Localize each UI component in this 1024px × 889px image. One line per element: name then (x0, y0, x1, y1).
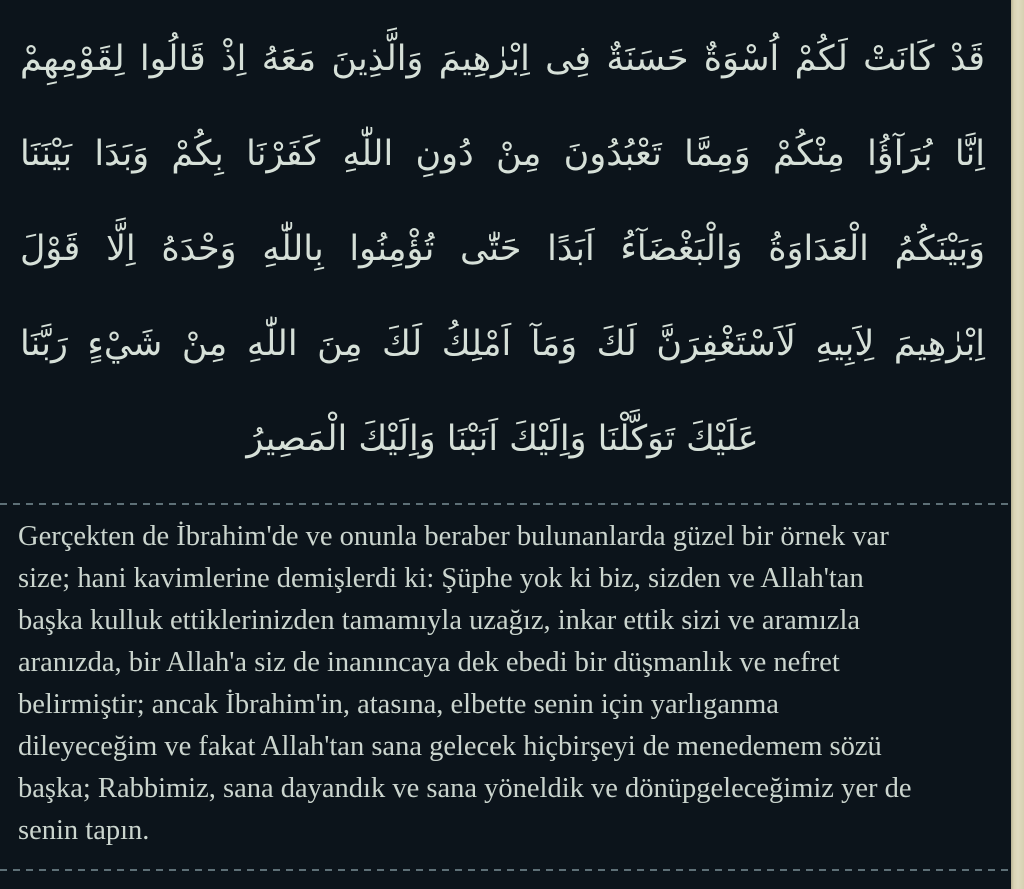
translation-line: başka; Rabbimiz, sana dayandık ve sana yöneldik ve dönüpgeleceğimiz yer de (18, 773, 912, 804)
arabic-verse-line: اِنَّا بُرَآؤُا مِنْكُمْ وَمِمَّا تَعْبُدُونَ مِنْ دُونِ اللّٰهِ كَفَرْنَا بِكُمْ وَبَدَا بَيْنَنَا (20, 134, 985, 174)
translation-line: aranızda, bir Allah'a siz de inanıncaya dek ebedi bir düşmanlık ve nefret (18, 647, 840, 678)
page-edge-strip (1011, 0, 1024, 889)
arabic-verse-line: عَلَيْكَ تَوَكَّلْنَا وَاِلَيْكَ اَنَبْنَا وَاِلَيْكَ الْمَصِيرُ (246, 419, 759, 459)
divider-dashed-bottom (0, 869, 1011, 871)
arabic-verse-line: وَبَيْنَكُمُ الْعَدَاوَةُ وَالْبَغْضَآءُ اَبَدًا حَتّٰى تُؤْمِنُوا بِاللّٰهِ وَحْدَهُ اِلَّا قَوْلَ (20, 229, 985, 269)
translation-line: size; hani kavimlerine demişlerdi ki: Şüphe yok ki biz, sizden ve Allah'tan (18, 563, 864, 594)
translation-line: başka kulluk ettiklerinizden tamamıyla uzağız, inkar ettik sizi ve aramızla (18, 605, 861, 636)
translation-line: senin tapın. (18, 815, 150, 846)
divider-dashed-top (0, 503, 1011, 505)
translation-line: dileyeceğim ve fakat Allah'tan sana gelecek hiçbirşeyi de menedemem sözü (18, 731, 882, 762)
arabic-verse-line: قَدْ كَانَتْ لَكُمْ اُسْوَةٌ حَسَنَةٌ فِى اِبْرٰهِيمَ وَالَّذِينَ مَعَهُ اِذْ قَالُوا لِقَوْمِهِمْ (20, 39, 985, 79)
translation-line: belirmiştir; ancak İbrahim'in, atasına, elbette senin için yarlıganma (18, 689, 779, 720)
arabic-verse-line: اِبْرٰهِيمَ لِاَبِيهِ لَاَسْتَغْفِرَنَّ لَكَ وَمَآ اَمْلِكُ لَكَ مِنَ اللّٰهِ مِنْ شَيْءٍ رَبَّنَا (20, 324, 985, 364)
translation-line: Gerçekten de İbrahim'de ve onunla beraber bulunanlarda güzel bir örnek var (18, 521, 889, 552)
turkish-translation (0, 516, 1011, 852)
